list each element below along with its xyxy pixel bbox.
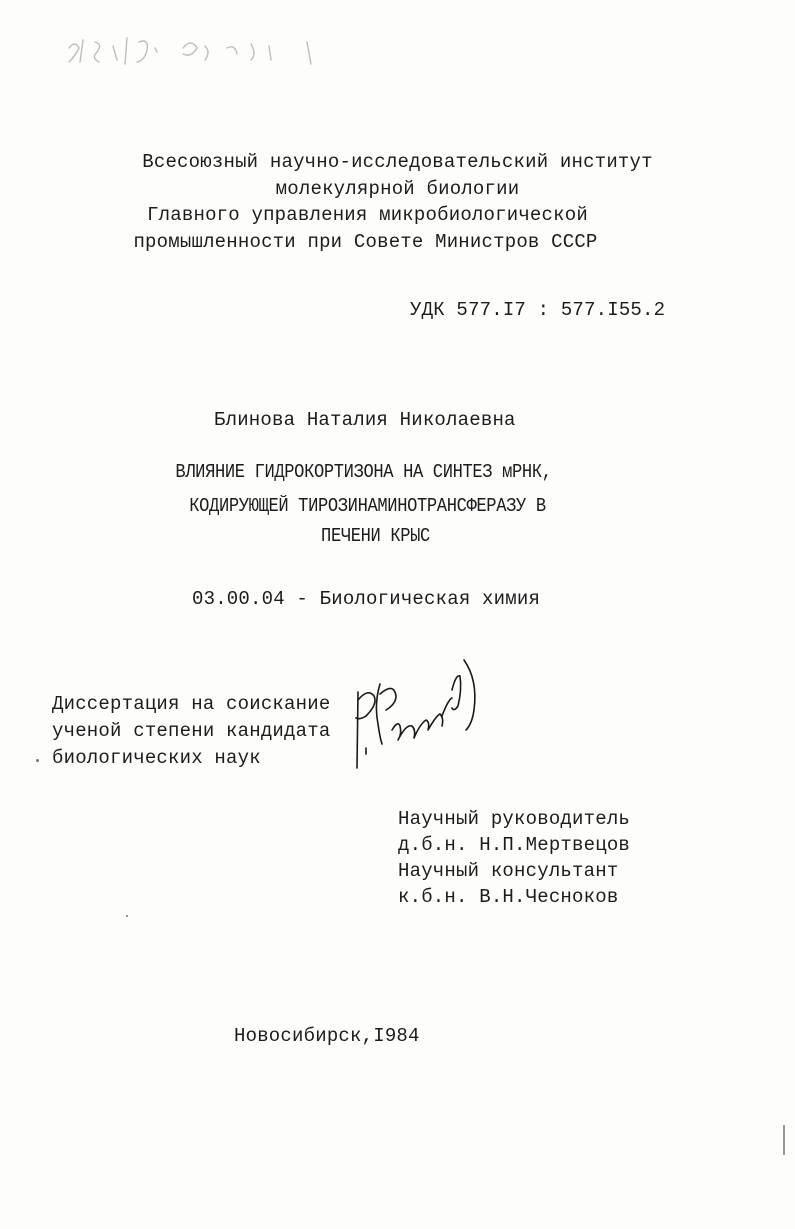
title-line-2: КОДИРУЮЩЕЙ ТИРОЗИНАМИНОТРАНСФЕРАЗУ В [189,495,546,517]
supervisor-heading: Научный руководитель [398,808,631,830]
consultant-heading: Научный консультант [398,860,619,882]
scan-speck [126,915,128,917]
title-line-3: ПЕЧЕНИ КРЫС [321,525,430,547]
institute-line-1: Всесоюзный научно-исследовательский институт [142,151,653,173]
scan-speck [36,759,39,762]
supervisor-name: д.б.н. Н.П.Мертвецов [398,834,631,856]
scan-edge-mark [783,1125,785,1155]
dissertation-line-2: ученой степени кандидата [52,720,331,742]
dissertation-line-1: Диссертация на соискание [52,693,331,715]
author-signature [340,650,500,770]
institute-line-4: промышленности при Совете Министров СССР [133,231,598,253]
udc-code: УДК 577.I7 : 577.I55.2 [410,299,666,321]
place-and-year: Новосибирск,I984 [234,1025,420,1047]
institute-line-2: молекулярной биологии [275,178,520,200]
institute-line-3: Главного управления микробиологической [147,204,588,226]
consultant-name: к.б.н. В.Н.Чесноков [398,886,619,908]
specialty-code: 03.00.04 - Биологическая химия [192,588,541,610]
pencil-inventory-marks [55,18,345,73]
author-name: Блинова Наталия Николаевна [214,409,516,431]
dissertation-line-3: биологических наук [52,747,261,769]
title-line-1: ВЛИЯНИЕ ГИДРОКОРТИЗОНА НА СИНТЕЗ мРНК, [175,461,552,483]
